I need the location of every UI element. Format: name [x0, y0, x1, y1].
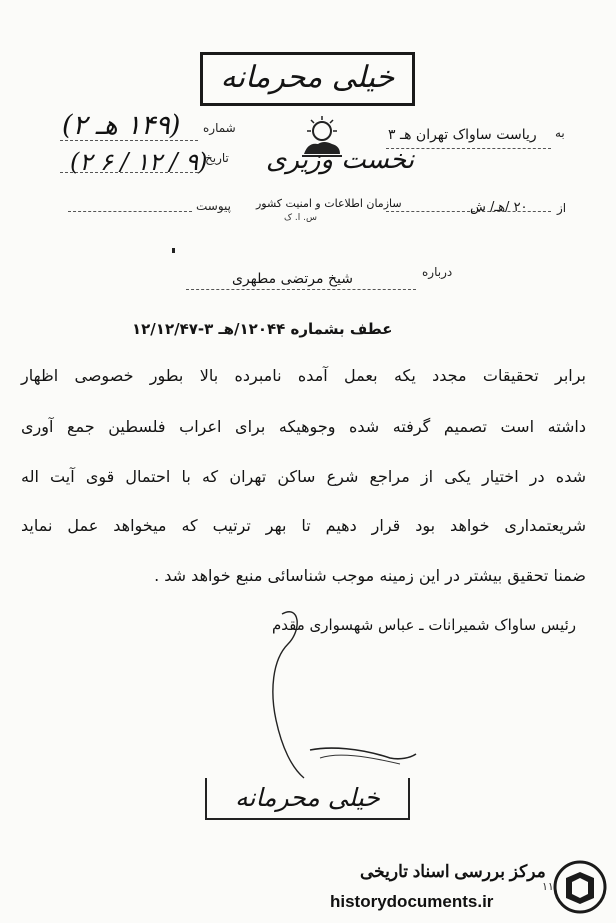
to-value: ریاست ساواک تهران هـ ۳ [388, 127, 537, 143]
page-code: ۱۱ [542, 880, 554, 893]
to-label: به [555, 126, 565, 140]
body-line-1: برابر تحقیقات مجدد یکه بعمل آمده نامبرده بالا بطور خصوصی اظهار [21, 366, 586, 385]
date-label: تاریخ [205, 151, 229, 165]
attachment-label: پیوست [196, 199, 231, 213]
body-line-3: شده در اختیار یکی از مراجع شرع ساکن تهران که با احتمال قوی آیت اله [21, 467, 586, 486]
archive-logo-icon [552, 858, 608, 916]
number-label: شماره [203, 121, 236, 135]
ink-dot [172, 248, 175, 253]
from-field-line [386, 211, 551, 212]
office-subtitle: سازمان اطلاعات و امنیت کشور [256, 197, 402, 210]
subject-field-line [186, 289, 416, 290]
body-line-2: داشته است تصمیم گرفته شده وجوهیکه برای اعراب فلسطین جمع آوری [21, 417, 586, 436]
archive-org-name: مرکز بررسی اسناد تاریخی [360, 862, 546, 881]
attachment-field-line [68, 211, 192, 212]
body-line-4: شریعتمداری خواهد بود قرار دهیم تا بهر ترتیب که میخواهد عمل نماید [21, 516, 586, 535]
subject-value: شیخ مرتضی مطهری [232, 271, 353, 287]
office-small-text: س. ا. ک [284, 213, 317, 223]
handwritten-annotation-curve [240, 600, 430, 790]
reference-line: عطف بشماره ۱۲۰۴۴/هـ ۳-۱۲/۱۲/۴۷ [132, 320, 393, 338]
classification-stamp-top: خیلی محرمانه [200, 52, 415, 106]
date-value: (۹ / ۱۲ / ۶ ۲) [70, 148, 208, 176]
from-label: از [557, 201, 567, 215]
subject-label: درباره [422, 265, 453, 279]
signature-line: رئیس ساواک شمیرانات ـ عباس شهسواری مقدم [271, 616, 576, 634]
office-title: نخست وزیری [266, 145, 415, 175]
archive-website: historydocuments.ir [330, 892, 494, 911]
from-value: ۲۰ /هـ/ ش [470, 200, 528, 215]
body-line-5: ضمنا تحقیق بیشتر در این زمینه موجب شناسائی منبع خواهد شد . [154, 566, 586, 585]
classification-stamp-bottom: خیلی محرمانه [205, 778, 410, 820]
number-value: (۱۴۹ هـ ۲) [62, 110, 181, 141]
